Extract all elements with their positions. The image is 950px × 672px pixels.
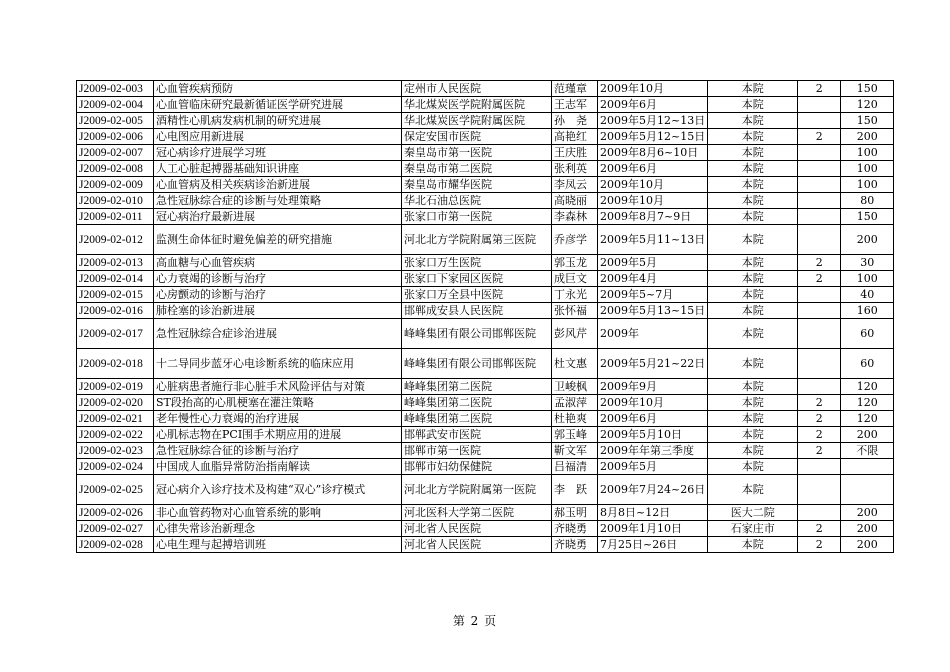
venue-cell: 石家庄市: [708, 521, 798, 537]
organizer-cell: 张家口下家园区医院: [402, 271, 552, 287]
course-title-cell: 心血管疾病预防: [154, 81, 402, 97]
course-title-cell: 心房颤动的诊断与治疗: [154, 287, 402, 303]
enrollment-cell: 150: [841, 209, 894, 225]
table-row: [77, 303, 894, 319]
organizer-cell: 邯郸市妇幼保健院: [402, 459, 552, 475]
organizer-cell: 峰峰集团有限公司邯郸医院: [402, 319, 552, 349]
course-date-cell: 2009年9月: [598, 379, 708, 395]
course-title-cell: 冠心病介入诊疗技术及构建“双心”诊疗模式: [154, 475, 402, 505]
credit-cell: [798, 161, 841, 177]
course-title-cell: 非心血管药物对心血管系统的影响: [154, 505, 402, 521]
table-row: [77, 411, 894, 427]
course-code-cell: J2009-02-007: [77, 145, 154, 161]
credit-cell: [798, 349, 841, 379]
table-row: [77, 271, 894, 287]
organizer-cell: 张家口万全县中医院: [402, 287, 552, 303]
table-row: [77, 193, 894, 209]
organizer-cell: 华北石油总医院: [402, 193, 552, 209]
venue-cell: 本院: [708, 161, 798, 177]
course-date-cell: 2009年5月12~15日: [598, 129, 708, 145]
course-date-cell: 2009年6月: [598, 161, 708, 177]
course-date-cell: 2009年5~7月: [598, 287, 708, 303]
enrollment-cell: 200: [841, 225, 894, 255]
enrollment-cell: 100: [841, 161, 894, 177]
table-row: [77, 81, 894, 97]
credit-cell: [798, 319, 841, 349]
organizer-cell: 峰峰集团有限公司邯郸医院: [402, 349, 552, 379]
course-code-cell: J2009-02-021: [77, 411, 154, 427]
table-row: [77, 537, 894, 553]
lead-person-cell: 王庆胜: [552, 145, 598, 161]
venue-cell: 本院: [708, 271, 798, 287]
organizer-cell: 定州市人民医院: [402, 81, 552, 97]
course-code-cell: J2009-02-019: [77, 379, 154, 395]
course-title-cell: 老年慢性心力衰竭的治疗进展: [154, 411, 402, 427]
course-date-cell: 8月8日~12日: [598, 505, 708, 521]
table-row: [77, 161, 894, 177]
enrollment-cell: 200: [841, 521, 894, 537]
lead-person-cell: 王志军: [552, 97, 598, 113]
enrollment-cell: 200: [841, 129, 894, 145]
venue-cell: 本院: [708, 427, 798, 443]
credit-cell: [798, 113, 841, 129]
venue-cell: 本院: [708, 287, 798, 303]
course-date-cell: 2009年5月13~15日: [598, 303, 708, 319]
credit-cell: [798, 97, 841, 113]
lead-person-cell: 李凤云: [552, 177, 598, 193]
table-row: [77, 427, 894, 443]
lead-person-cell: 郭玉龙: [552, 255, 598, 271]
course-title-cell: 急性冠脉综合症诊治进展: [154, 319, 402, 349]
course-title-cell: 酒精性心肌病发病机制的研究进展: [154, 113, 402, 129]
venue-cell: 本院: [708, 475, 798, 505]
credit-cell: 2: [798, 411, 841, 427]
course-code-cell: J2009-02-027: [77, 521, 154, 537]
course-title-cell: 人工心脏起搏器基础知识讲座: [154, 161, 402, 177]
enrollment-cell: 100: [841, 271, 894, 287]
lead-person-cell: 张怀福: [552, 303, 598, 319]
course-title-cell: 心血管病及相关疾病诊治新进展: [154, 177, 402, 193]
organizer-cell: 秦皇岛市耀华医院: [402, 177, 552, 193]
credit-cell: [798, 177, 841, 193]
lead-person-cell: 齐晓勇: [552, 537, 598, 553]
organizer-cell: 河北北方学院附属第一医院: [402, 475, 552, 505]
course-code-cell: J2009-02-008: [77, 161, 154, 177]
credit-cell: 2: [798, 395, 841, 411]
course-date-cell: 2009年10月: [598, 177, 708, 193]
course-code-cell: J2009-02-020: [77, 395, 154, 411]
course-code-cell: J2009-02-024: [77, 459, 154, 475]
credit-cell: 2: [798, 81, 841, 97]
credit-cell: 2: [798, 537, 841, 553]
lead-person-cell: 张利英: [552, 161, 598, 177]
course-date-cell: 2009年8月7~9日: [598, 209, 708, 225]
course-code-cell: J2009-02-003: [77, 81, 154, 97]
enrollment-cell: 不限: [841, 443, 894, 459]
course-title-cell: 冠心病诊疗进展学习班: [154, 145, 402, 161]
venue-cell: 本院: [708, 209, 798, 225]
table-row: [77, 443, 894, 459]
lead-person-cell: 彭风芹: [552, 319, 598, 349]
venue-cell: 本院: [708, 113, 798, 129]
course-title-cell: 冠心病治疗最新进展: [154, 209, 402, 225]
enrollment-cell: 30: [841, 255, 894, 271]
enrollment-cell: 150: [841, 113, 894, 129]
enrollment-cell: 160: [841, 303, 894, 319]
course-date-cell: 2009年6月: [598, 97, 708, 113]
lead-person-cell: 杜文惠: [552, 349, 598, 379]
venue-cell: 本院: [708, 255, 798, 271]
enrollment-cell: [841, 459, 894, 475]
table-row: [77, 97, 894, 113]
course-code-cell: J2009-02-022: [77, 427, 154, 443]
course-date-cell: 2009年1月10日: [598, 521, 708, 537]
course-title-cell: 心电生理与起搏培训班: [154, 537, 402, 553]
course-date-cell: 2009年5月: [598, 459, 708, 475]
credit-cell: [798, 193, 841, 209]
course-title-cell: 急性冠脉综合症的诊断与处理策略: [154, 193, 402, 209]
table-row: [77, 379, 894, 395]
course-date-cell: 2009年年第三季度: [598, 443, 708, 459]
table-row: [77, 225, 894, 255]
table-row: [77, 129, 894, 145]
table-row: [77, 177, 894, 193]
credit-cell: [798, 225, 841, 255]
course-code-cell: J2009-02-011: [77, 209, 154, 225]
course-date-cell: 2009年7月24~26日: [598, 475, 708, 505]
course-code-cell: J2009-02-013: [77, 255, 154, 271]
organizer-cell: 秦皇岛市第二医院: [402, 161, 552, 177]
course-code-cell: J2009-02-026: [77, 505, 154, 521]
enrollment-cell: 200: [841, 427, 894, 443]
venue-cell: 本院: [708, 411, 798, 427]
course-date-cell: 2009年5月10日: [598, 427, 708, 443]
credit-cell: 2: [798, 255, 841, 271]
organizer-cell: 保定安国市医院: [402, 129, 552, 145]
organizer-cell: 河北北方学院附属第三医院: [402, 225, 552, 255]
course-code-cell: J2009-02-023: [77, 443, 154, 459]
lead-person-cell: 卫峻枫: [552, 379, 598, 395]
course-date-cell: 2009年4月: [598, 271, 708, 287]
course-title-cell: 心律失常诊治新理念: [154, 521, 402, 537]
enrollment-cell: 120: [841, 411, 894, 427]
course-date-cell: 2009年5月21~22日: [598, 349, 708, 379]
course-title-cell: ST段抬高的心肌梗塞在灌注策略: [154, 395, 402, 411]
enrollment-cell: 150: [841, 81, 894, 97]
table-row: [77, 113, 894, 129]
course-title-cell: 高血糖与心血管疾病: [154, 255, 402, 271]
course-code-cell: J2009-02-014: [77, 271, 154, 287]
venue-cell: 本院: [708, 129, 798, 145]
course-title-cell: 监测生命体征时避免偏差的研究措施: [154, 225, 402, 255]
venue-cell: 本院: [708, 443, 798, 459]
lead-person-cell: 范瑾章: [552, 81, 598, 97]
lead-person-cell: 郭玉峰: [552, 427, 598, 443]
enrollment-cell: 200: [841, 537, 894, 553]
course-code-cell: J2009-02-006: [77, 129, 154, 145]
course-title-cell: 十二导同步蓝牙心电诊断系统的临床应用: [154, 349, 402, 379]
course-code-cell: J2009-02-017: [77, 319, 154, 349]
table-row: [77, 349, 894, 379]
course-code-cell: J2009-02-012: [77, 225, 154, 255]
table-row: [77, 459, 894, 475]
table-row: [77, 209, 894, 225]
lead-person-cell: 成巨文: [552, 271, 598, 287]
lead-person-cell: 孙 尧: [552, 113, 598, 129]
organizer-cell: 河北医科大学第二医院: [402, 505, 552, 521]
table-row: [77, 287, 894, 303]
organizer-cell: 邯郸武安市医院: [402, 427, 552, 443]
enrollment-cell: 60: [841, 319, 894, 349]
course-date-cell: 2009年5月: [598, 255, 708, 271]
course-code-cell: J2009-02-004: [77, 97, 154, 113]
venue-cell: 本院: [708, 193, 798, 209]
organizer-cell: 秦皇岛市第一医院: [402, 145, 552, 161]
organizer-cell: 华北煤炭医学院附属医院: [402, 113, 552, 129]
venue-cell: 本院: [708, 303, 798, 319]
course-code-cell: J2009-02-018: [77, 349, 154, 379]
course-title-cell: 心脏病患者施行非心脏手术风险评估与对策: [154, 379, 402, 395]
lead-person-cell: 高晓丽: [552, 193, 598, 209]
lead-person-cell: 高艳红: [552, 129, 598, 145]
venue-cell: 本院: [708, 145, 798, 161]
credit-cell: 2: [798, 271, 841, 287]
lead-person-cell: 李 跃: [552, 475, 598, 505]
enrollment-cell: 120: [841, 379, 894, 395]
credit-cell: [798, 287, 841, 303]
course-date-cell: 2009年6月: [598, 411, 708, 427]
lead-person-cell: 吕福清: [552, 459, 598, 475]
course-title-cell: 中国成人血脂异常防治指南解读: [154, 459, 402, 475]
course-title-cell: 心电图应用新进展: [154, 129, 402, 145]
lead-person-cell: 杜艳爽: [552, 411, 598, 427]
enrollment-cell: [841, 475, 894, 505]
organizer-cell: 邯郸成安县人民医院: [402, 303, 552, 319]
venue-cell: 本院: [708, 349, 798, 379]
enrollment-cell: 100: [841, 177, 894, 193]
course-date-cell: 2009年10月: [598, 81, 708, 97]
credit-cell: [798, 209, 841, 225]
lead-person-cell: 齐晓勇: [552, 521, 598, 537]
course-title-cell: 心力衰竭的诊断与治疗: [154, 271, 402, 287]
course-code-cell: J2009-02-005: [77, 113, 154, 129]
course-code-cell: J2009-02-010: [77, 193, 154, 209]
organizer-cell: 峰峰集团第二医院: [402, 411, 552, 427]
course-date-cell: 2009年10月: [598, 395, 708, 411]
venue-cell: 本院: [708, 225, 798, 255]
enrollment-cell: 40: [841, 287, 894, 303]
course-title-cell: 心肌标志物在PCI围手术期应用的进展: [154, 427, 402, 443]
organizer-cell: 邯郸市第一医院: [402, 443, 552, 459]
course-code-cell: J2009-02-009: [77, 177, 154, 193]
credit-cell: 2: [798, 427, 841, 443]
credit-cell: [798, 379, 841, 395]
course-date-cell: 2009年: [598, 319, 708, 349]
table-row: [77, 475, 894, 505]
table-row: [77, 505, 894, 521]
organizer-cell: 峰峰集团第二医院: [402, 379, 552, 395]
course-date-cell: 2009年10月: [598, 193, 708, 209]
lead-person-cell: 靳文军: [552, 443, 598, 459]
credit-cell: [798, 145, 841, 161]
table-row: [77, 521, 894, 537]
venue-cell: 本院: [708, 97, 798, 113]
course-date-cell: 2009年5月11~13日: [598, 225, 708, 255]
lead-person-cell: 乔彦学: [552, 225, 598, 255]
organizer-cell: 峰峰集团第二医院: [402, 395, 552, 411]
table-row: [77, 395, 894, 411]
page-number: 第 2 页: [452, 614, 498, 628]
table-row: [77, 145, 894, 161]
credit-cell: 2: [798, 129, 841, 145]
credit-cell: [798, 303, 841, 319]
course-title-cell: 急性冠脉综合征的诊断与治疗: [154, 443, 402, 459]
venue-cell: 本院: [708, 177, 798, 193]
enrollment-cell: 100: [841, 145, 894, 161]
venue-cell: 本院: [708, 537, 798, 553]
course-table: [76, 80, 894, 553]
enrollment-cell: 120: [841, 97, 894, 113]
lead-person-cell: 孟淑萍: [552, 395, 598, 411]
course-title-cell: 肺栓塞的诊治新进展: [154, 303, 402, 319]
lead-person-cell: 丁永光: [552, 287, 598, 303]
course-title-cell: 心血管临床研究最新循证医学研究进展: [154, 97, 402, 113]
enrollment-cell: 200: [841, 505, 894, 521]
venue-cell: 本院: [708, 319, 798, 349]
credit-cell: 2: [798, 521, 841, 537]
lead-person-cell: 郝玉明: [552, 505, 598, 521]
enrollment-cell: 80: [841, 193, 894, 209]
course-code-cell: J2009-02-028: [77, 537, 154, 553]
table-row: [77, 255, 894, 271]
venue-cell: 本院: [708, 81, 798, 97]
course-date-cell: 2009年5月12~13日: [598, 113, 708, 129]
organizer-cell: 河北省人民医院: [402, 537, 552, 553]
course-date-cell: 7月25日~26日: [598, 537, 708, 553]
enrollment-cell: 60: [841, 349, 894, 379]
table-row: [77, 319, 894, 349]
venue-cell: 本院: [708, 395, 798, 411]
course-code-cell: J2009-02-016: [77, 303, 154, 319]
course-code-cell: J2009-02-015: [77, 287, 154, 303]
lead-person-cell: 李森林: [552, 209, 598, 225]
credit-cell: 2: [798, 443, 841, 459]
organizer-cell: 河北省人民医院: [402, 521, 552, 537]
credit-cell: [798, 459, 841, 475]
venue-cell: 医大二院: [708, 505, 798, 521]
enrollment-cell: 120: [841, 395, 894, 411]
course-code-cell: J2009-02-025: [77, 475, 154, 505]
course-date-cell: 2009年8月6~10日: [598, 145, 708, 161]
venue-cell: 本院: [708, 459, 798, 475]
organizer-cell: 华北煤炭医学院附属医院: [402, 97, 552, 113]
venue-cell: 本院: [708, 379, 798, 395]
credit-cell: [798, 475, 841, 505]
organizer-cell: 张家口万生医院: [402, 255, 552, 271]
credit-cell: [798, 505, 841, 521]
organizer-cell: 张家口市第一医院: [402, 209, 552, 225]
